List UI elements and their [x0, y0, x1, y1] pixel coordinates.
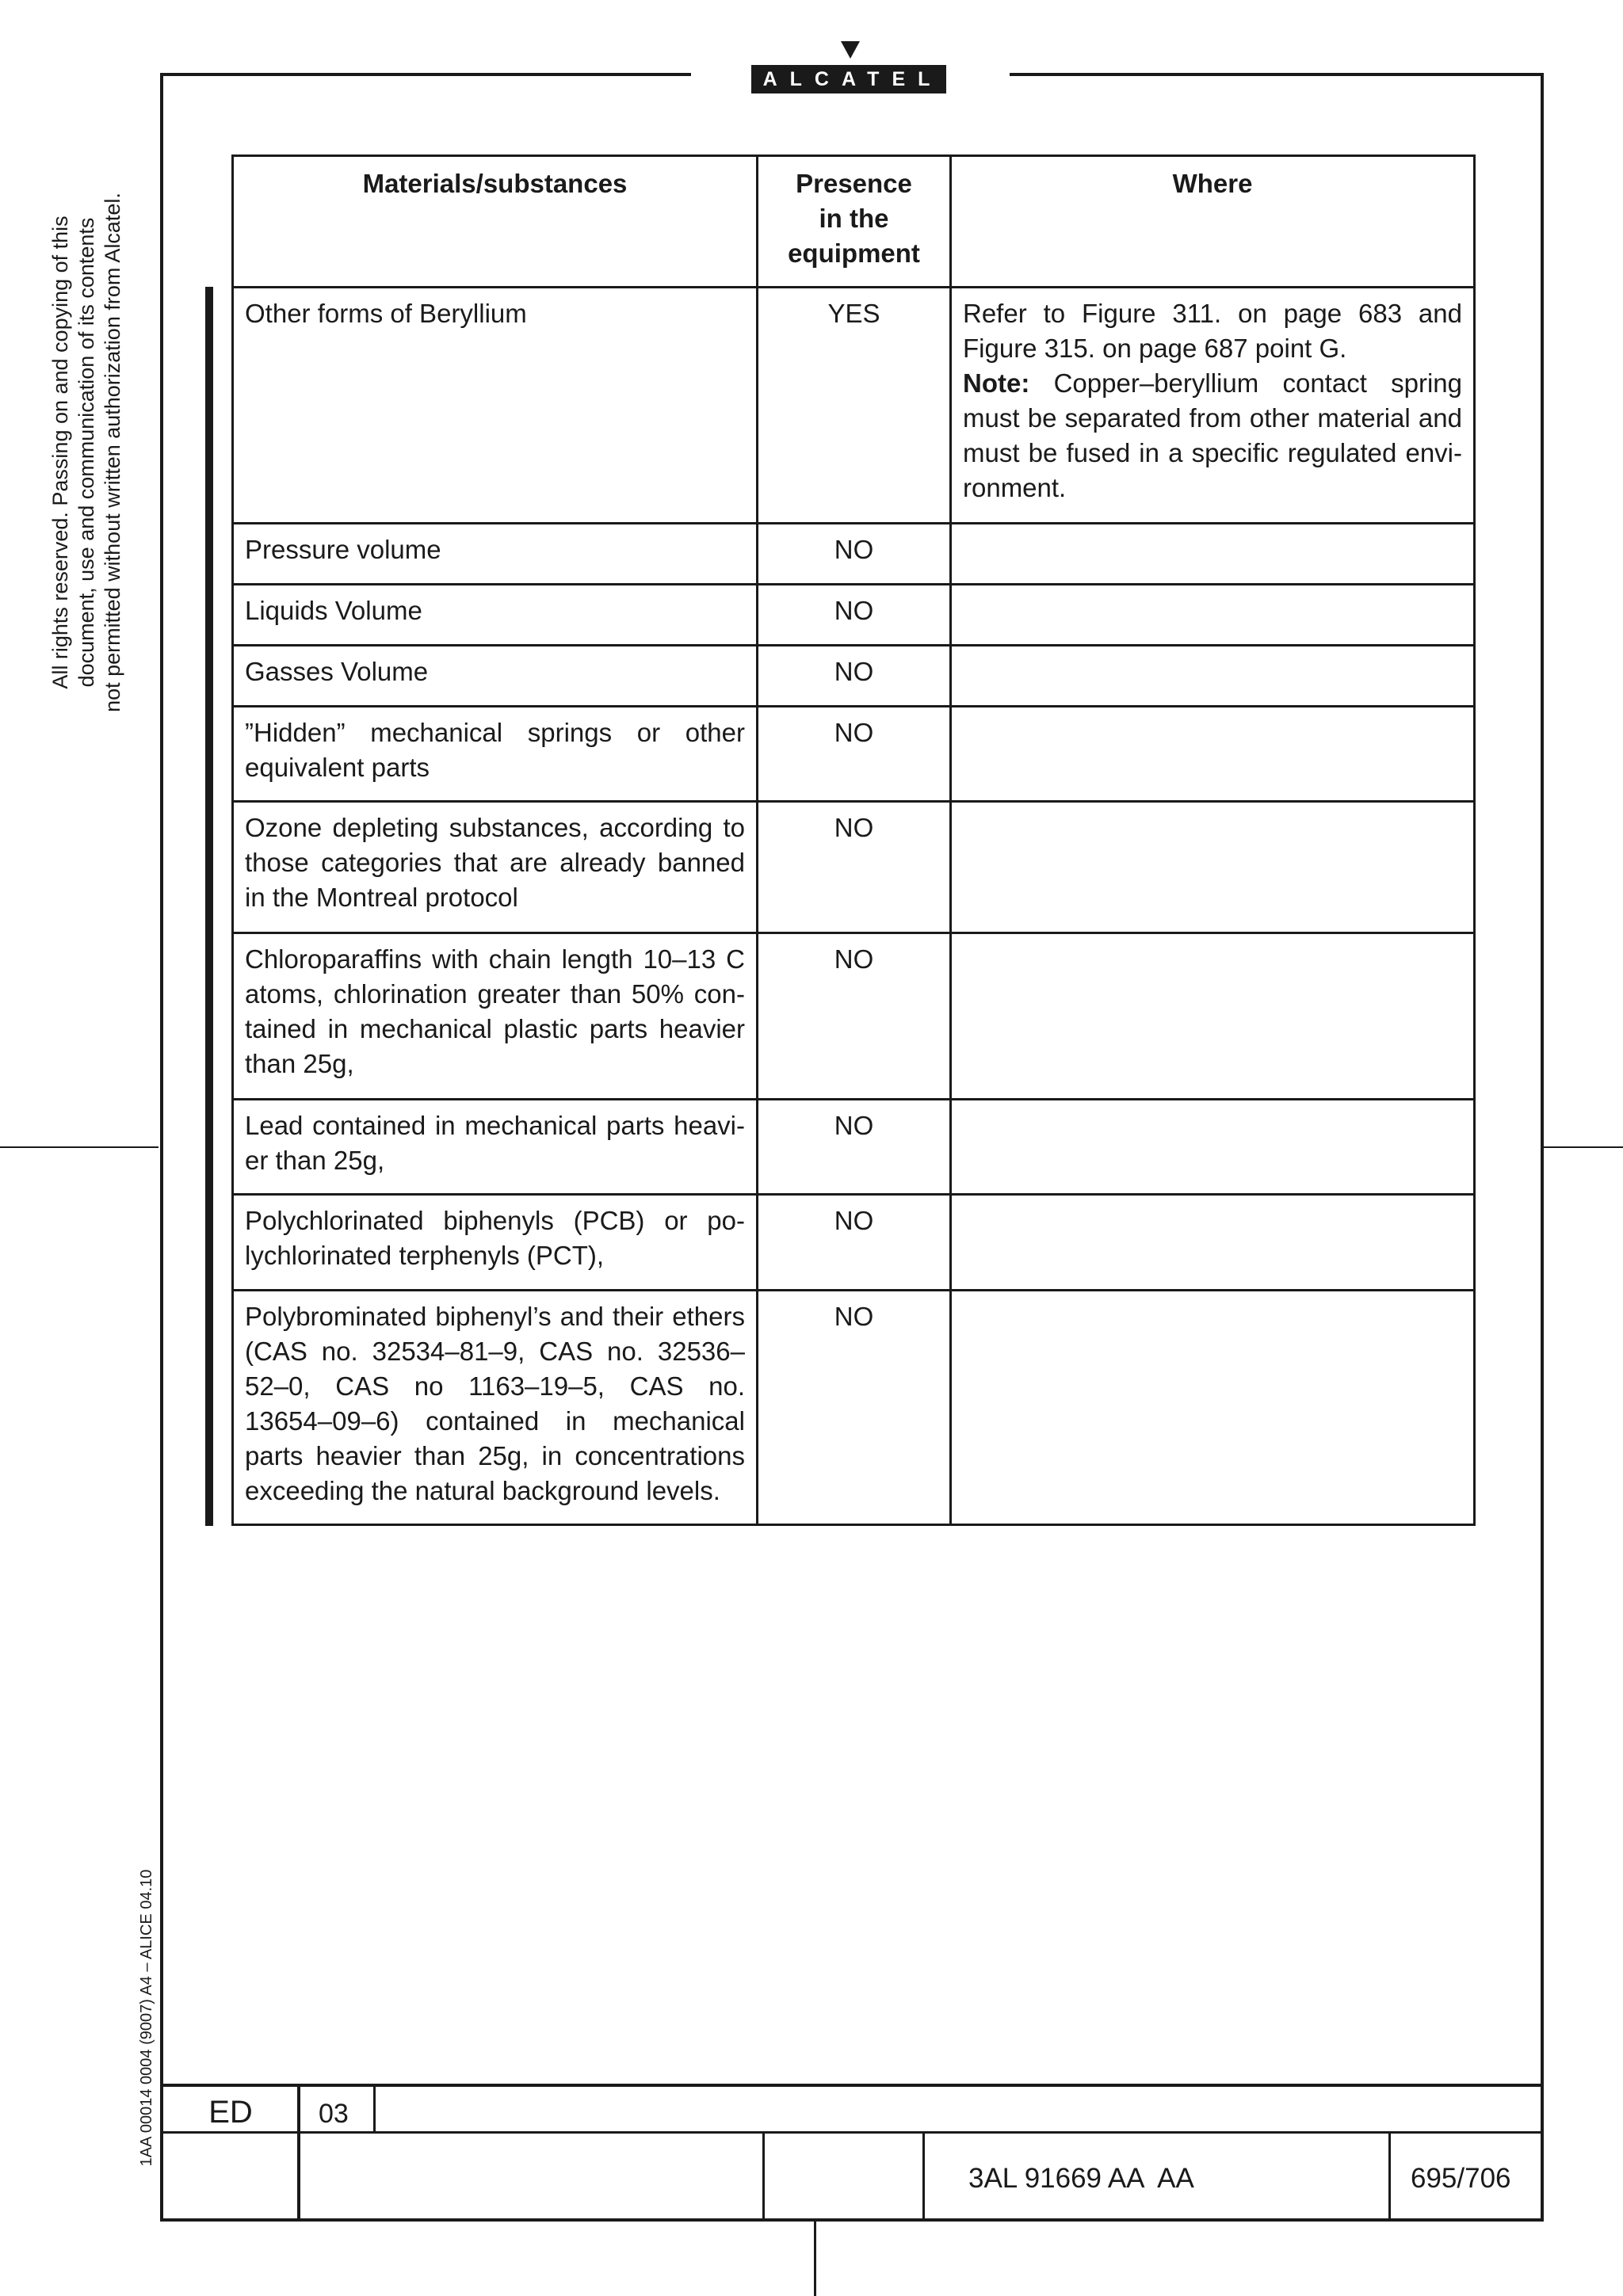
footer-divider — [922, 2131, 925, 2220]
material-cell: Ozone depleting substances, according to those categories that are already banned in the Montreal protocol — [233, 802, 758, 933]
presence-cell: NO — [758, 1195, 951, 1291]
presence-cell: NO — [758, 1100, 951, 1195]
table-row — [233, 707, 1475, 802]
table-row — [233, 1195, 1475, 1291]
edition-value: 03 — [319, 2099, 349, 2129]
table-row — [233, 646, 1475, 707]
where-cell — [951, 1291, 1475, 1525]
fold-mark-bottom — [814, 2222, 816, 2296]
revision-change-bar — [205, 287, 213, 1526]
presence-cell: YES — [758, 288, 951, 524]
rights-line: document, use and communication of its contents — [74, 217, 98, 688]
logo-triangle-icon — [841, 41, 860, 59]
material-cell: Lead contained in mechanical parts heavi-er than 25g, — [233, 1100, 758, 1195]
where-cell — [951, 933, 1475, 1100]
where-cell — [951, 1195, 1475, 1291]
header-where: Where — [951, 156, 1475, 288]
where-cell — [951, 288, 1475, 524]
where-cell — [951, 585, 1475, 646]
table-row — [233, 1100, 1475, 1195]
material-cell: Polychlorinated biphenyls (PCB) or po-lychlorinated terphenyls (PCT), — [233, 1195, 758, 1291]
presence-cell: NO — [758, 707, 951, 802]
fold-mark-left — [0, 1146, 158, 1148]
where-cell — [951, 1100, 1475, 1195]
frame-left-line — [160, 73, 163, 2222]
footer-divider — [1388, 2131, 1391, 2220]
frame-top-right-line — [1010, 73, 1544, 76]
where-cell — [951, 707, 1475, 802]
header-presence-line: equipment — [788, 238, 920, 268]
alcatel-logo: ALCATEL — [751, 65, 946, 93]
fold-mark-right — [1544, 1146, 1623, 1148]
material-cell: Chloroparaffins with chain length 10–13 C atoms, chlorination greater than 50% con-tained in mechanical plastic parts heavier than 25g, — [233, 933, 758, 1100]
table-row — [233, 1291, 1475, 1525]
presence-cell: NO — [758, 1291, 951, 1525]
form-code: 1AA 00014 0004 (9007) A4 – ALICE 04.10 — [138, 1869, 155, 2167]
table-row — [233, 585, 1475, 646]
frame-top-left-line — [160, 73, 691, 76]
footer-top-line — [160, 2084, 1544, 2087]
presence-cell: NO — [758, 933, 951, 1100]
material-cell: Liquids Volume — [233, 585, 758, 646]
where-text: Refer to Figure 311. on page 683 and Figure 315. on page 687 point G. — [963, 299, 1462, 363]
header-presence — [758, 156, 951, 288]
presence-cell: NO — [758, 585, 951, 646]
where-cell — [951, 802, 1475, 933]
where-cell — [951, 524, 1475, 585]
material-cell: Pressure volume — [233, 524, 758, 585]
table-row — [233, 288, 1475, 524]
footer-divider — [762, 2131, 765, 2220]
materials-table — [231, 154, 1476, 1526]
table-row — [233, 524, 1475, 585]
table-row — [233, 802, 1475, 933]
header-presence-line: Presence — [796, 169, 912, 198]
note-text: Copper–beryllium contact spring must be separated from other material and must be fused in a specific regulated envi-ronment. — [963, 368, 1462, 502]
document-number: 3AL 91669 AA AA — [968, 2163, 1194, 2194]
header-presence-line: in the — [819, 204, 889, 233]
frame-bottom-line — [160, 2218, 1544, 2222]
material-cell: Other forms of Beryllium — [233, 288, 758, 524]
where-cell — [951, 646, 1475, 707]
note-label: Note: — [963, 368, 1030, 398]
rights-notice — [48, 128, 127, 777]
material-cell: ”Hidden” mechanical springs or other equivalent parts — [233, 707, 758, 802]
edition-label: ED — [208, 2095, 253, 2130]
header-materials: Materials/substances — [233, 156, 758, 288]
rights-line: All rights reserved. Passing on and copying of this — [48, 215, 72, 689]
presence-cell: NO — [758, 524, 951, 585]
table-header-row — [233, 156, 1475, 288]
presence-cell: NO — [758, 646, 951, 707]
material-cell: Polybrominated biphenyl’s and their ethers (CAS no. 32534–81–9, CAS no. 32536–52–0, CAS no 1163–19–5, CAS no. 13654–09–6) contained in mechanical parts heavier than 25g, in concentrations exceeding the natural background levels. — [233, 1291, 758, 1525]
rights-line: not permitted without written authorization from Alcatel. — [101, 193, 124, 712]
page-number: 695/706 — [1411, 2163, 1511, 2194]
material-cell: Gasses Volume — [233, 646, 758, 707]
table-row — [233, 933, 1475, 1100]
presence-cell: NO — [758, 802, 951, 933]
